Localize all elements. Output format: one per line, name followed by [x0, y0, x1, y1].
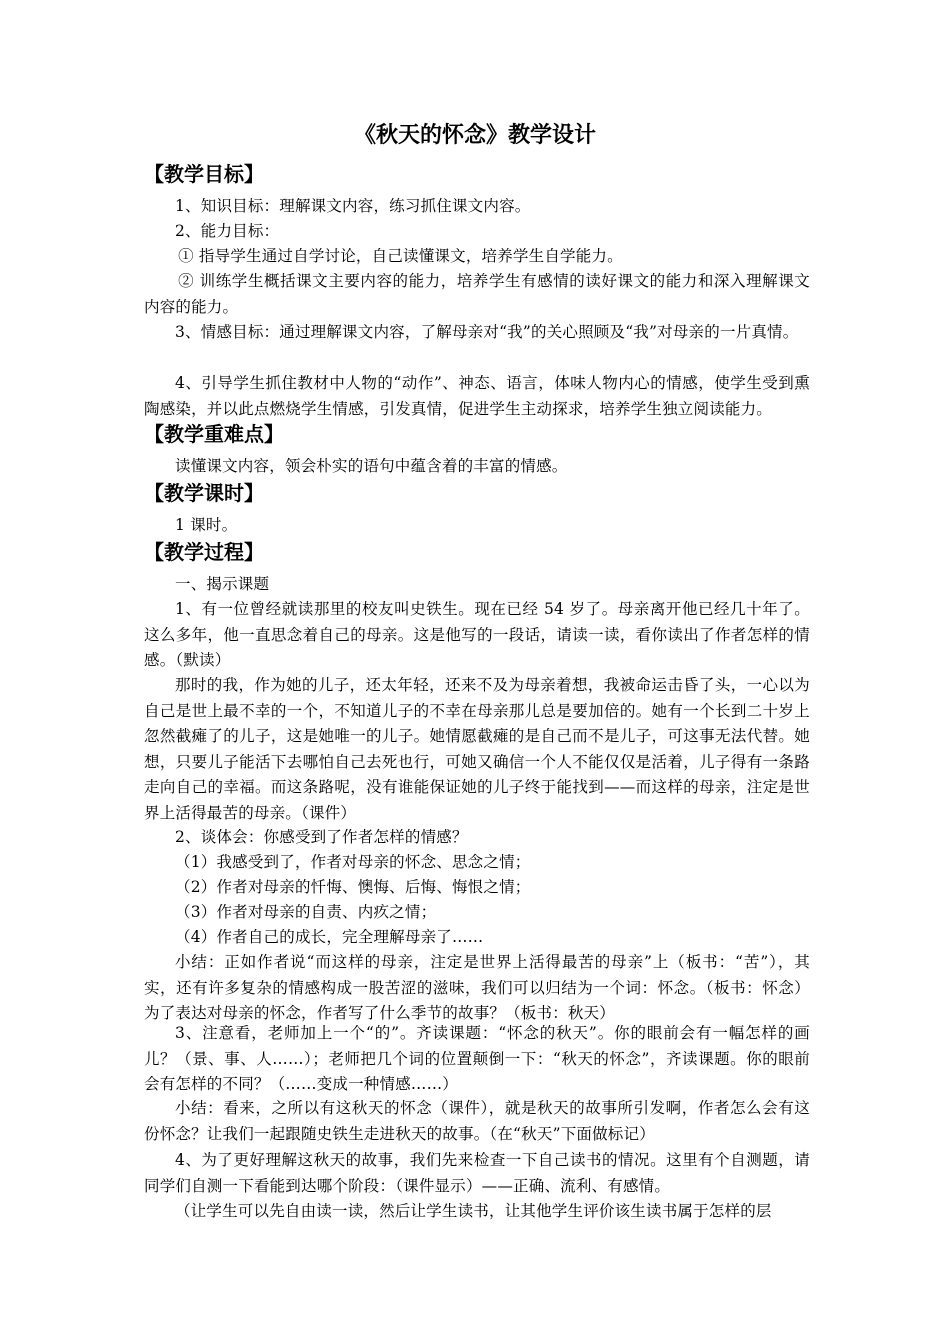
- process-paragraph: （1）我感受到了，作者对母亲的怀念、思念之情；: [175, 853, 531, 871]
- process-paragraph: 小结：正如作者说“而这样的母亲，注定是世界上活得最苦的母亲”上（板书：“苦”），其实，还有许多复杂的情感构成一股苦涩的滋味，我们可以归结为一个词：怀念。（板书：怀念）为了表达对母亲的怀念，作者写了什么季节的故事？（板书：秋天）: [144, 953, 810, 1022]
- process-paragraph: 2、谈体会：你感受到了作者怎样的情感？: [175, 828, 468, 846]
- goal-item: 2、能力目标：: [175, 222, 280, 240]
- process-paragraph: （2）作者对母亲的忏悔、懊悔、后悔、悔恨之情；: [175, 878, 531, 896]
- class-hours-text: 1 课时。: [175, 516, 238, 534]
- heading-teaching-process: 【教学过程】: [144, 540, 264, 564]
- goal-item: ② 训练学生概括课文主要内容的能力，培养学生有感情的读好课文的能力和深入理解课文内容的能力。: [144, 272, 810, 316]
- process-paragraph: （3）作者对母亲的自责、内疚之情；: [175, 903, 437, 921]
- process-paragraph: 小结：看来，之所以有这秋天的怀念（课件），就是秋天的故事所引发啊，作者怎么会有这份怀念？让我们一起跟随史铁生走进秋天的故事。（在“秋天”下面做标记）: [144, 1099, 810, 1143]
- process-paragraph: 那时的我，作为她的儿子，还太年轻，还来不及为母亲着想，我被命运击昏了头，一心以为自己是世上最不幸的一个，不知道儿子的不幸在母亲那儿总是要加倍的。她有一个长到二十岁上忽然截瘫了的儿子，这是她唯一的儿子。她情愿截瘫的是自己而不是儿子，可这事无法代替。她想，只要儿子能活下去哪怕自己去死也行，可她又确信一个人不能仅仅是活着，儿子得有一条路走向自己的幸福。而这条路呢，没有谁能保证她的儿子终于能找到——而这样的母亲，注定是世界上活得最苦的母亲。（课件）: [144, 676, 810, 822]
- process-paragraph: 一、揭示课题: [175, 575, 270, 593]
- goal-item: 1、知识目标：理解课文内容，练习抓住课文内容。: [175, 197, 531, 215]
- heading-teaching-goals: 【教学目标】: [144, 162, 264, 186]
- key-points-text: 读懂课文内容，领会朴实的语句中蕴含着的丰富的情感。: [175, 457, 568, 475]
- process-paragraph: 1、有一位曾经就读那里的校友叫史铁生。现在已经 54 岁了。母亲离开他已经几十年了。这么多年，他一直思念着自己的母亲。这是他写的一段话，请读一读，看你读出了作者怎样的情感。（默读）: [144, 600, 810, 669]
- process-paragraph: （4）作者自己的成长，完全理解母亲了……: [175, 928, 484, 946]
- document-title: 《秋天的怀念》教学设计: [353, 123, 596, 148]
- goal-item: ① 指导学生通过自学讨论，自己读懂课文，培养学生自学能力。: [178, 247, 623, 265]
- process-paragraph: 4、为了更好理解这秋天的故事，我们先来检查一下自己读书的情况。这里有个自测题，请同学们自测一下看能到达哪个阶段：（课件显示）——正确、流利、有感情。: [144, 1151, 810, 1195]
- heading-key-points: 【教学重难点】: [144, 422, 284, 446]
- heading-class-hours: 【教学课时】: [144, 481, 264, 505]
- goal-item: 3、情感目标：通过理解课文内容，了解母亲对“我”的关心照顾及“我”对母亲的一片真情。: [175, 323, 799, 341]
- goal-item: 4、引导学生抓住教材中人物的“动作”、神态、语言，体味人物内心的情感，使学生受到熏陶感染，并以此点燃烧学生情感，引发真情，促进学生主动探求，培养学生独立阅读能力。: [144, 374, 810, 418]
- process-paragraph: 3、注意看，老师加上一个“的”。齐读课题：“怀念的秋天”。你的眼前会有一幅怎样的画儿？（景、事、人……）；老师把几个词的位置颠倒一下：“秋天的怀念”，齐读课题。你的眼前会有怎样的不同？（……变成一种情感……）: [144, 1024, 810, 1093]
- process-paragraph: （让学生可以先自由读一读，然后让学生读书，让其他学生评价该生读书属于怎样的层: [175, 1202, 772, 1220]
